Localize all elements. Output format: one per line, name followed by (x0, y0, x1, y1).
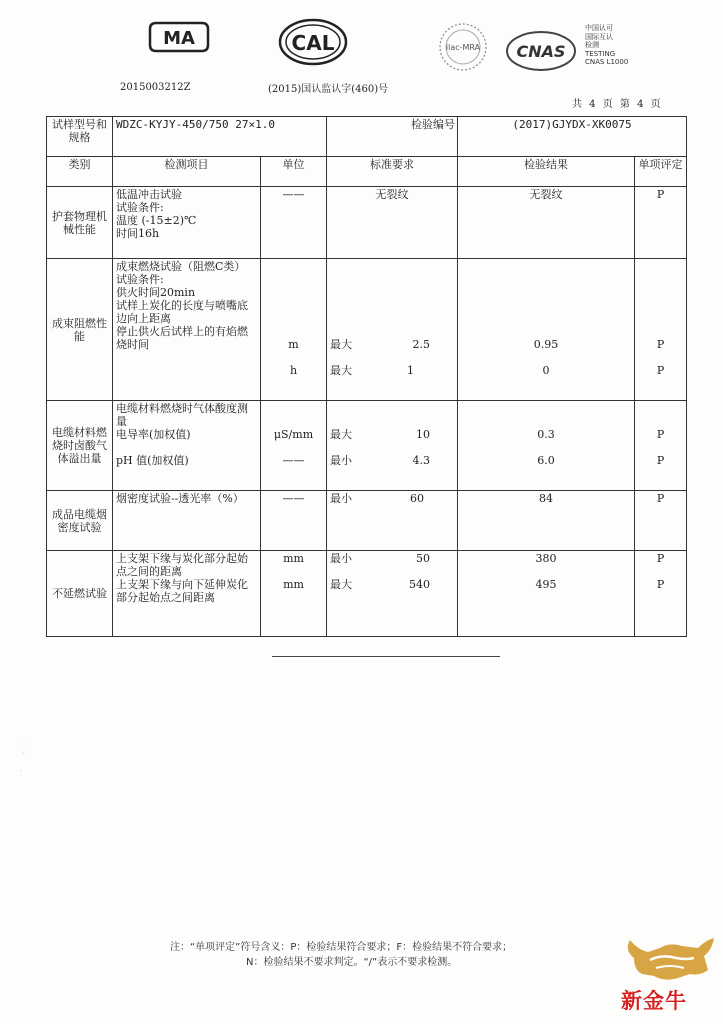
row-verdict (635, 259, 687, 401)
sub-verdict: P (656, 428, 665, 441)
sub-unit: m (288, 338, 299, 351)
row-category: 成束阻燃性能 (47, 259, 113, 401)
row-item (113, 551, 261, 637)
sub-std-val: 1 (407, 364, 415, 377)
row-standard: 无裂纹 (327, 187, 458, 259)
row-standard (327, 551, 458, 637)
item-line: 供火时间20min (116, 286, 196, 299)
sub-verdict: P (656, 578, 665, 591)
table-row (47, 401, 687, 491)
row-category: 不延燃试验 (47, 551, 113, 637)
table-row (47, 491, 687, 551)
ilac-logo-text: ilac-MRA (445, 43, 481, 52)
sub-std-op: 最大 (330, 364, 353, 377)
row-standard (327, 491, 458, 551)
row-verdict: P (635, 187, 687, 259)
report-no-value: (2017)GJYDX-XK0075 (458, 117, 687, 157)
cnas-line: 中国认可 (585, 24, 613, 32)
row-item (113, 401, 261, 491)
sub-std-op: 最小 (330, 552, 353, 565)
item-line: 成束燃烧试验（阻燃C类） (116, 260, 246, 273)
row-result (458, 551, 635, 637)
item-line: 低温冲击试验 (116, 188, 182, 201)
model-label: 试样型号和规格 (47, 117, 113, 157)
model-value: WDZC-KYJY-450/750 27×1.0 (113, 117, 327, 157)
sub-std-val: 50 (416, 552, 431, 565)
col-result: 检验结果 (458, 157, 635, 187)
cnas-logo (505, 30, 577, 72)
row-standard (327, 259, 458, 401)
end-of-report-line (272, 656, 500, 657)
cnas-line: 检测 (585, 41, 599, 49)
page-counter: 共 4 页 第 4 页 (572, 99, 661, 110)
brand-name: 新金牛 (621, 989, 687, 1013)
table-row (47, 187, 687, 259)
row-category: 电缆材料燃烧时卤酸气体溢出量 (47, 401, 113, 491)
sub-std-op: 最大 (330, 428, 353, 441)
item-line: 停止供火后试样上的有焰燃烧时间 (116, 325, 248, 351)
sub-std-val: 2.5 (412, 338, 431, 351)
item-line: 时间16h (116, 227, 160, 240)
cal-certificate-number: (2015)国认监认字(460)号 (268, 84, 389, 95)
sub-unit: mm (283, 552, 304, 565)
column-header-row (47, 157, 687, 187)
row-category: 护套物理机械性能 (47, 187, 113, 259)
sub-result: 380 (535, 552, 557, 565)
row-verdict: P (635, 491, 687, 551)
sub-verdict: P (656, 338, 665, 351)
col-unit: 单位 (261, 157, 327, 187)
row-standard (327, 401, 458, 491)
sub-verdict: P (656, 454, 665, 467)
cal-logo (277, 16, 349, 68)
col-item: 检测项目 (113, 157, 261, 187)
item-line: 试样上炭化的长度与喷嘴底边向上距离 (116, 299, 248, 325)
sub-unit: h (289, 364, 298, 377)
sub-unit: —— (282, 454, 305, 467)
cnas-line: TESTING (585, 49, 616, 58)
col-standard: 标准要求 (327, 157, 458, 187)
row-unit (261, 551, 327, 637)
sub-result: 0.95 (533, 338, 559, 351)
col-category: 类别 (47, 157, 113, 187)
row-item (113, 491, 261, 551)
row-verdict (635, 401, 687, 491)
item-line: 电导率(加权值) (116, 428, 191, 441)
sub-result: 0 (542, 364, 550, 377)
std-val: 60 (410, 492, 425, 505)
row-unit: —— (261, 187, 327, 259)
table-row (47, 259, 687, 401)
scan-specks: · · · · (20, 740, 28, 776)
sub-std-val: 4.3 (412, 454, 431, 467)
cnas-line: CNAS L1000 (585, 58, 629, 66)
row-result (458, 401, 635, 491)
sub-verdict: P (656, 364, 665, 377)
sub-unit: μS/mm (273, 428, 314, 441)
cma-logo-text: MA (163, 28, 195, 49)
item-line: 上支架下缘与炭化部分起始点之间的距离 (116, 552, 248, 578)
col-verdict: 单项评定 (635, 157, 687, 187)
sub-std-op: 最大 (330, 338, 353, 351)
sub-std-val: 10 (416, 428, 431, 441)
row-verdict (635, 551, 687, 637)
footnote-line-2: N：检验结果不要求判定。“/”表示不要求检测。 (246, 957, 458, 968)
row-result: 84 (458, 491, 635, 551)
sub-result: 495 (535, 578, 557, 591)
row-item (113, 187, 261, 259)
footnote-line-1: 注：“单项评定”符号含义：P：检验结果符合要求；F：检验结果不符合要求； (170, 942, 513, 953)
cnas-accreditation-text (585, 24, 628, 67)
row-item (113, 259, 261, 401)
row-result (458, 259, 635, 401)
item-line: 试验条件: (116, 201, 164, 214)
row-result: 无裂纹 (458, 187, 635, 259)
item-line: 试验条件: (116, 273, 164, 286)
std-op: 最小 (330, 492, 353, 505)
sub-std-op: 最大 (330, 578, 353, 591)
cma-logo (148, 20, 210, 54)
row-category: 成品电缆烟密度试验 (47, 491, 113, 551)
cnas-line: 国际互认 (585, 32, 613, 41)
sub-std-op: 最小 (330, 454, 353, 467)
item-line: pH 值(加权值) (116, 454, 189, 467)
sub-verdict: P (656, 552, 665, 565)
cnas-logo-text: CNAS (516, 42, 566, 61)
sub-std-val: 540 (409, 578, 431, 591)
row-unit (261, 259, 327, 401)
row-unit: —— (261, 491, 327, 551)
test-report-table (46, 116, 687, 637)
item-line: 上支架下缘与向下延伸炭化部分起始点之间距离 (116, 578, 248, 604)
table-row (47, 551, 687, 637)
sub-result: 0.3 (537, 428, 555, 441)
sub-unit: mm (283, 578, 304, 591)
item-line: 烟密度试验--透光率（%） (116, 492, 244, 505)
row-unit (261, 401, 327, 491)
cma-certificate-number: 2015003212Z (120, 82, 191, 93)
footnote (170, 940, 512, 970)
meta-row (47, 117, 687, 157)
item-line: 电缆材料燃烧时气体酸度测量 (116, 402, 248, 428)
cal-logo-text: CAL (291, 31, 335, 55)
ilac-mra-logo (432, 22, 494, 72)
item-line: 温度 (-15±2)℃ (116, 214, 197, 227)
sub-result: 6.0 (537, 454, 555, 467)
report-no-label: 检验编号 (327, 117, 458, 157)
